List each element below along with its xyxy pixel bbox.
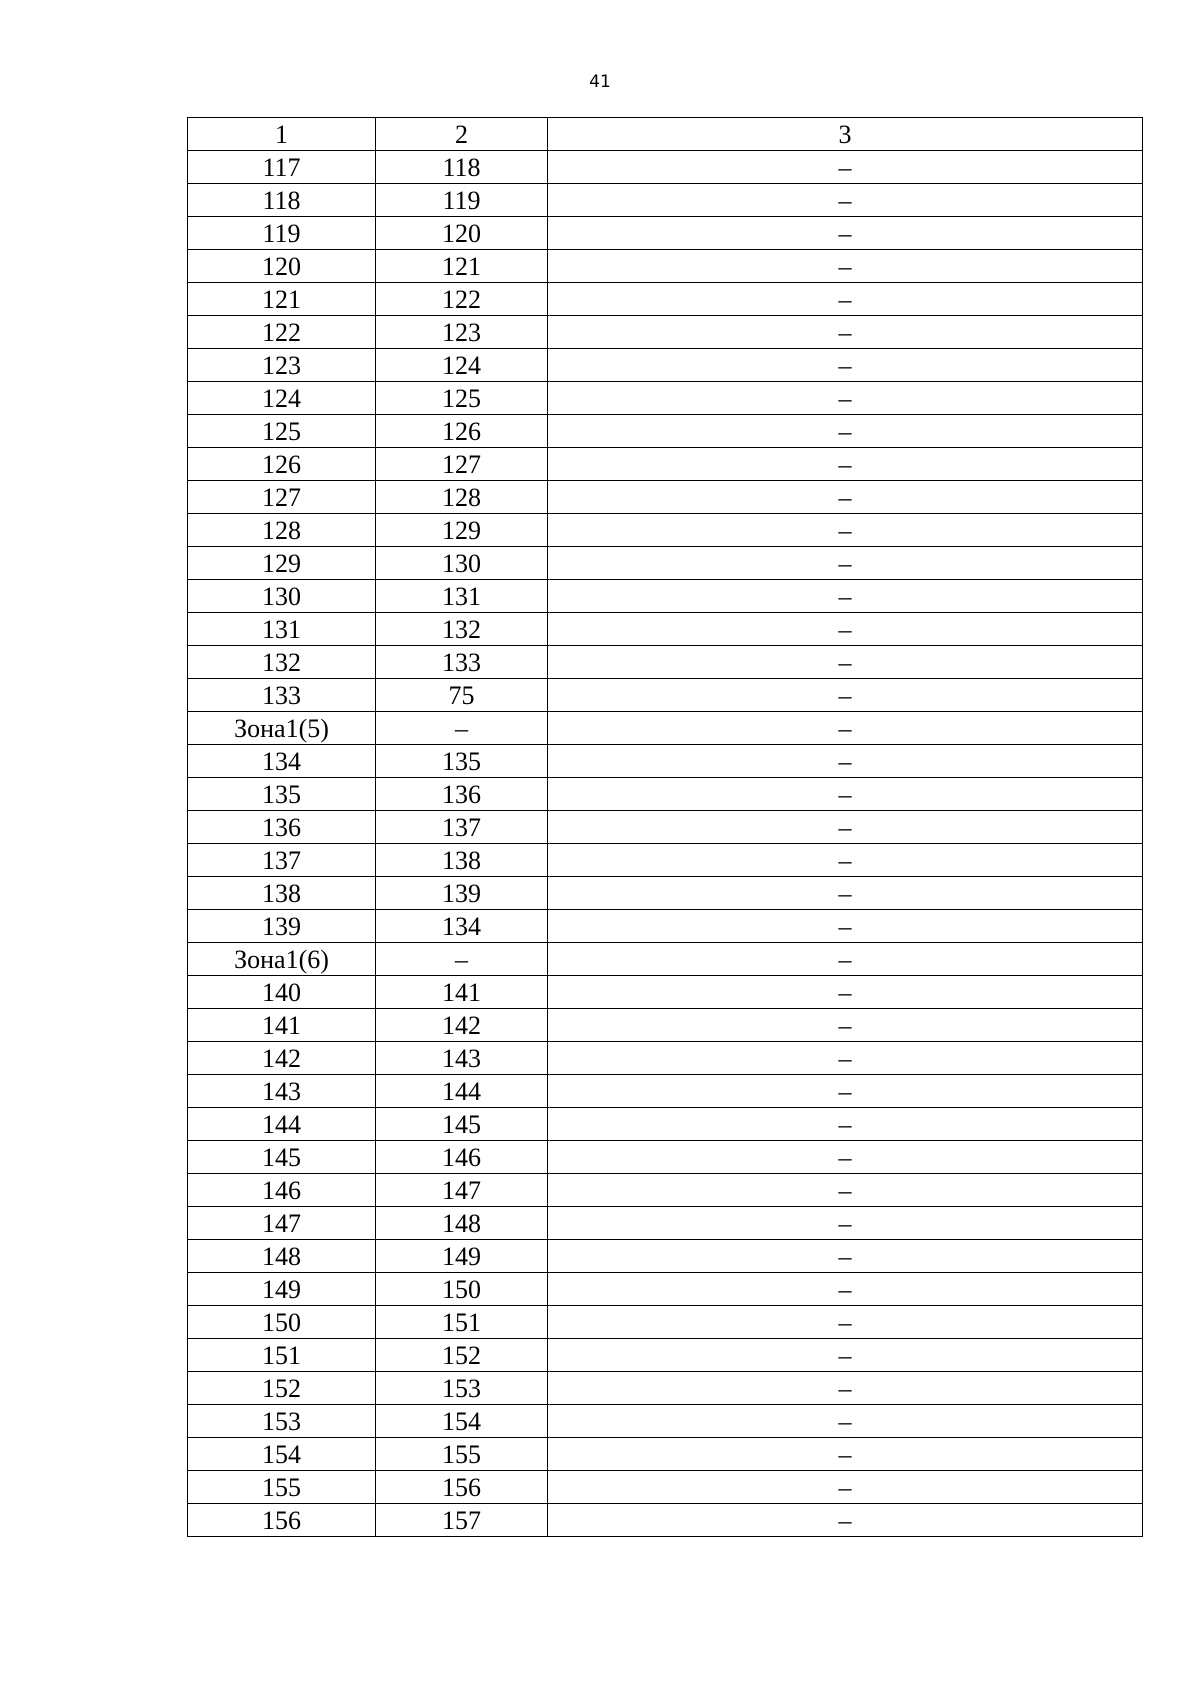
table-header bbox=[188, 118, 1143, 151]
table-cell-col-1: 142 bbox=[188, 1042, 376, 1075]
table-cell-col-3: – bbox=[548, 151, 1143, 184]
table-cell-col-2: 146 bbox=[376, 1141, 548, 1174]
table-cell-col-1: 150 bbox=[188, 1306, 376, 1339]
table-cell-col-1: 138 bbox=[188, 877, 376, 910]
table-row bbox=[188, 415, 1143, 448]
table-cell-col-1: 153 bbox=[188, 1405, 376, 1438]
table-cell-col-2: 130 bbox=[376, 547, 548, 580]
table-row bbox=[188, 481, 1143, 514]
table-cell-col-3: – bbox=[548, 778, 1143, 811]
table-cell-col-3: – bbox=[548, 349, 1143, 382]
table-cell-col-3: – bbox=[548, 1207, 1143, 1240]
table-cell-col-3: – bbox=[548, 250, 1143, 283]
table-cell-col-3: – bbox=[548, 382, 1143, 415]
table-row bbox=[188, 1207, 1143, 1240]
table-cell-col-1: Зона1(5) bbox=[188, 712, 376, 745]
table-row bbox=[188, 1075, 1143, 1108]
table-cell-col-3: – bbox=[548, 910, 1143, 943]
table-row bbox=[188, 250, 1143, 283]
table-cell-col-3: – bbox=[548, 1438, 1143, 1471]
table-cell-col-3: – bbox=[548, 1306, 1143, 1339]
table-cell-col-2: 119 bbox=[376, 184, 548, 217]
table-cell-col-2: 150 bbox=[376, 1273, 548, 1306]
table-cell-col-2: 134 bbox=[376, 910, 548, 943]
table-cell-col-1: 120 bbox=[188, 250, 376, 283]
table-cell-col-1: 124 bbox=[188, 382, 376, 415]
table-cell-col-2: 123 bbox=[376, 316, 548, 349]
table-cell-col-3: – bbox=[548, 745, 1143, 778]
table-row bbox=[188, 613, 1143, 646]
table-row bbox=[188, 1438, 1143, 1471]
table-cell-col-2: 147 bbox=[376, 1174, 548, 1207]
table-cell-col-3: – bbox=[548, 217, 1143, 250]
table-cell-col-1: 146 bbox=[188, 1174, 376, 1207]
table-cell-col-2: 75 bbox=[376, 679, 548, 712]
table-cell-col-2: 156 bbox=[376, 1471, 548, 1504]
page-number: 41 bbox=[589, 72, 611, 92]
table-cell-col-1: 131 bbox=[188, 613, 376, 646]
table-cell-col-2: 128 bbox=[376, 481, 548, 514]
table-row bbox=[188, 679, 1143, 712]
table-cell-col-2: – bbox=[376, 712, 548, 745]
column-header-2: 2 bbox=[376, 118, 548, 151]
table-row bbox=[188, 910, 1143, 943]
table-cell-col-1: 151 bbox=[188, 1339, 376, 1372]
table-cell-col-3: – bbox=[548, 844, 1143, 877]
table-cell-col-1: 141 bbox=[188, 1009, 376, 1042]
table-cell-col-1: 133 bbox=[188, 679, 376, 712]
table-cell-col-2: 139 bbox=[376, 877, 548, 910]
table-row bbox=[188, 448, 1143, 481]
table-cell-col-2: 120 bbox=[376, 217, 548, 250]
table-row bbox=[188, 877, 1143, 910]
table-row bbox=[188, 316, 1143, 349]
column-header-1: 1 bbox=[188, 118, 376, 151]
table-cell-col-2: 135 bbox=[376, 745, 548, 778]
table-row bbox=[188, 151, 1143, 184]
table-cell-col-2: 133 bbox=[376, 646, 548, 679]
table-cell-col-2: 157 bbox=[376, 1504, 548, 1537]
table-row bbox=[188, 1471, 1143, 1504]
table-cell-col-3: – bbox=[548, 283, 1143, 316]
data-table bbox=[187, 117, 1143, 1537]
table-row bbox=[188, 778, 1143, 811]
table-row bbox=[188, 1108, 1143, 1141]
table-cell-col-1: 123 bbox=[188, 349, 376, 382]
table-cell-col-1: 139 bbox=[188, 910, 376, 943]
table-cell-col-1: 122 bbox=[188, 316, 376, 349]
table-cell-col-1: 134 bbox=[188, 745, 376, 778]
table-cell-col-3: – bbox=[548, 547, 1143, 580]
table-cell-col-2: 136 bbox=[376, 778, 548, 811]
table-cell-col-1: 154 bbox=[188, 1438, 376, 1471]
table-cell-col-3: – bbox=[548, 1372, 1143, 1405]
table-body bbox=[188, 151, 1143, 1537]
table-cell-col-3: – bbox=[548, 1471, 1143, 1504]
table-cell-col-2: 127 bbox=[376, 448, 548, 481]
table-row bbox=[188, 712, 1143, 745]
table-cell-col-3: – bbox=[548, 1339, 1143, 1372]
table-row bbox=[188, 1009, 1143, 1042]
table-cell-col-2: 121 bbox=[376, 250, 548, 283]
table-cell-col-1: 136 bbox=[188, 811, 376, 844]
table-cell-col-1: 126 bbox=[188, 448, 376, 481]
table-cell-col-1: 127 bbox=[188, 481, 376, 514]
table-cell-col-1: 148 bbox=[188, 1240, 376, 1273]
table-cell-col-3: – bbox=[548, 1240, 1143, 1273]
table-row bbox=[188, 1504, 1143, 1537]
table-cell-col-1: 145 bbox=[188, 1141, 376, 1174]
table-cell-col-2: 129 bbox=[376, 514, 548, 547]
table-cell-col-2: 145 bbox=[376, 1108, 548, 1141]
table-cell-col-1: Зона1(6) bbox=[188, 943, 376, 976]
table-cell-col-1: 117 bbox=[188, 151, 376, 184]
table-row bbox=[188, 547, 1143, 580]
table-cell-col-2: 149 bbox=[376, 1240, 548, 1273]
table-row bbox=[188, 1240, 1143, 1273]
table-cell-col-1: 129 bbox=[188, 547, 376, 580]
table-cell-col-3: – bbox=[548, 1042, 1143, 1075]
table-row bbox=[188, 943, 1143, 976]
table-row bbox=[188, 1372, 1143, 1405]
table-row bbox=[188, 184, 1143, 217]
table-cell-col-1: 125 bbox=[188, 415, 376, 448]
table-row bbox=[188, 976, 1143, 1009]
table-cell-col-3: – bbox=[548, 481, 1143, 514]
table-row bbox=[188, 646, 1143, 679]
table-row bbox=[188, 217, 1143, 250]
table-cell-col-2: 122 bbox=[376, 283, 548, 316]
table-cell-col-3: – bbox=[548, 1009, 1143, 1042]
table-cell-col-1: 130 bbox=[188, 580, 376, 613]
table-cell-col-1: 147 bbox=[188, 1207, 376, 1240]
table-row bbox=[188, 811, 1143, 844]
table-cell-col-3: – bbox=[548, 1108, 1143, 1141]
table-cell-col-3: – bbox=[548, 184, 1143, 217]
table-cell-col-1: 119 bbox=[188, 217, 376, 250]
table-row bbox=[188, 1273, 1143, 1306]
table-cell-col-2: – bbox=[376, 943, 548, 976]
table-cell-col-2: 155 bbox=[376, 1438, 548, 1471]
table-cell-col-2: 137 bbox=[376, 811, 548, 844]
table-cell-col-2: 141 bbox=[376, 976, 548, 1009]
table-cell-col-2: 118 bbox=[376, 151, 548, 184]
table-cell-col-1: 137 bbox=[188, 844, 376, 877]
table-row bbox=[188, 1042, 1143, 1075]
table-cell-col-2: 152 bbox=[376, 1339, 548, 1372]
table-cell-col-2: 126 bbox=[376, 415, 548, 448]
table-cell-col-3: – bbox=[548, 448, 1143, 481]
table-cell-col-2: 124 bbox=[376, 349, 548, 382]
table-cell-col-3: – bbox=[548, 316, 1143, 349]
table-row bbox=[188, 514, 1143, 547]
table-cell-col-3: – bbox=[548, 976, 1143, 1009]
table-cell-col-1: 135 bbox=[188, 778, 376, 811]
table-cell-col-2: 142 bbox=[376, 1009, 548, 1042]
table-cell-col-3: – bbox=[548, 646, 1143, 679]
table-cell-col-3: – bbox=[548, 1504, 1143, 1537]
table-cell-col-1: 152 bbox=[188, 1372, 376, 1405]
table-cell-col-2: 125 bbox=[376, 382, 548, 415]
table-cell-col-1: 121 bbox=[188, 283, 376, 316]
table-cell-col-2: 154 bbox=[376, 1405, 548, 1438]
table-cell-col-3: – bbox=[548, 1141, 1143, 1174]
table-cell-col-1: 149 bbox=[188, 1273, 376, 1306]
table-cell-col-1: 132 bbox=[188, 646, 376, 679]
table-row bbox=[188, 1405, 1143, 1438]
table-row bbox=[188, 1339, 1143, 1372]
table-cell-col-3: – bbox=[548, 712, 1143, 745]
table-row bbox=[188, 283, 1143, 316]
table-row bbox=[188, 1141, 1143, 1174]
table-cell-col-3: – bbox=[548, 679, 1143, 712]
table-row bbox=[188, 745, 1143, 778]
table-cell-col-3: – bbox=[548, 613, 1143, 646]
table-cell-col-2: 131 bbox=[376, 580, 548, 613]
table-cell-col-1: 144 bbox=[188, 1108, 376, 1141]
table-cell-col-1: 155 bbox=[188, 1471, 376, 1504]
table-cell-col-2: 151 bbox=[376, 1306, 548, 1339]
table-cell-col-3: – bbox=[548, 943, 1143, 976]
table-row bbox=[188, 844, 1143, 877]
table-cell-col-1: 156 bbox=[188, 1504, 376, 1537]
table-cell-col-2: 148 bbox=[376, 1207, 548, 1240]
table-cell-col-3: – bbox=[548, 811, 1143, 844]
table-cell-col-3: – bbox=[548, 415, 1143, 448]
table-cell-col-2: 144 bbox=[376, 1075, 548, 1108]
column-header-3: 3 bbox=[548, 118, 1143, 151]
table-cell-col-1: 118 bbox=[188, 184, 376, 217]
table-row bbox=[188, 580, 1143, 613]
table-row bbox=[188, 349, 1143, 382]
table-cell-col-1: 140 bbox=[188, 976, 376, 1009]
table-row bbox=[188, 1174, 1143, 1207]
table-cell-col-3: – bbox=[548, 514, 1143, 547]
table-cell-col-2: 143 bbox=[376, 1042, 548, 1075]
table-cell-col-2: 132 bbox=[376, 613, 548, 646]
table-cell-col-3: – bbox=[548, 1075, 1143, 1108]
table-cell-col-3: – bbox=[548, 877, 1143, 910]
table-cell-col-1: 128 bbox=[188, 514, 376, 547]
table-cell-col-3: – bbox=[548, 580, 1143, 613]
table-header-row bbox=[188, 118, 1143, 151]
table-cell-col-2: 138 bbox=[376, 844, 548, 877]
table-cell-col-2: 153 bbox=[376, 1372, 548, 1405]
table-cell-col-1: 143 bbox=[188, 1075, 376, 1108]
table-row bbox=[188, 1306, 1143, 1339]
table-row bbox=[188, 382, 1143, 415]
table-cell-col-3: – bbox=[548, 1273, 1143, 1306]
table-cell-col-3: – bbox=[548, 1174, 1143, 1207]
table-cell-col-3: – bbox=[548, 1405, 1143, 1438]
